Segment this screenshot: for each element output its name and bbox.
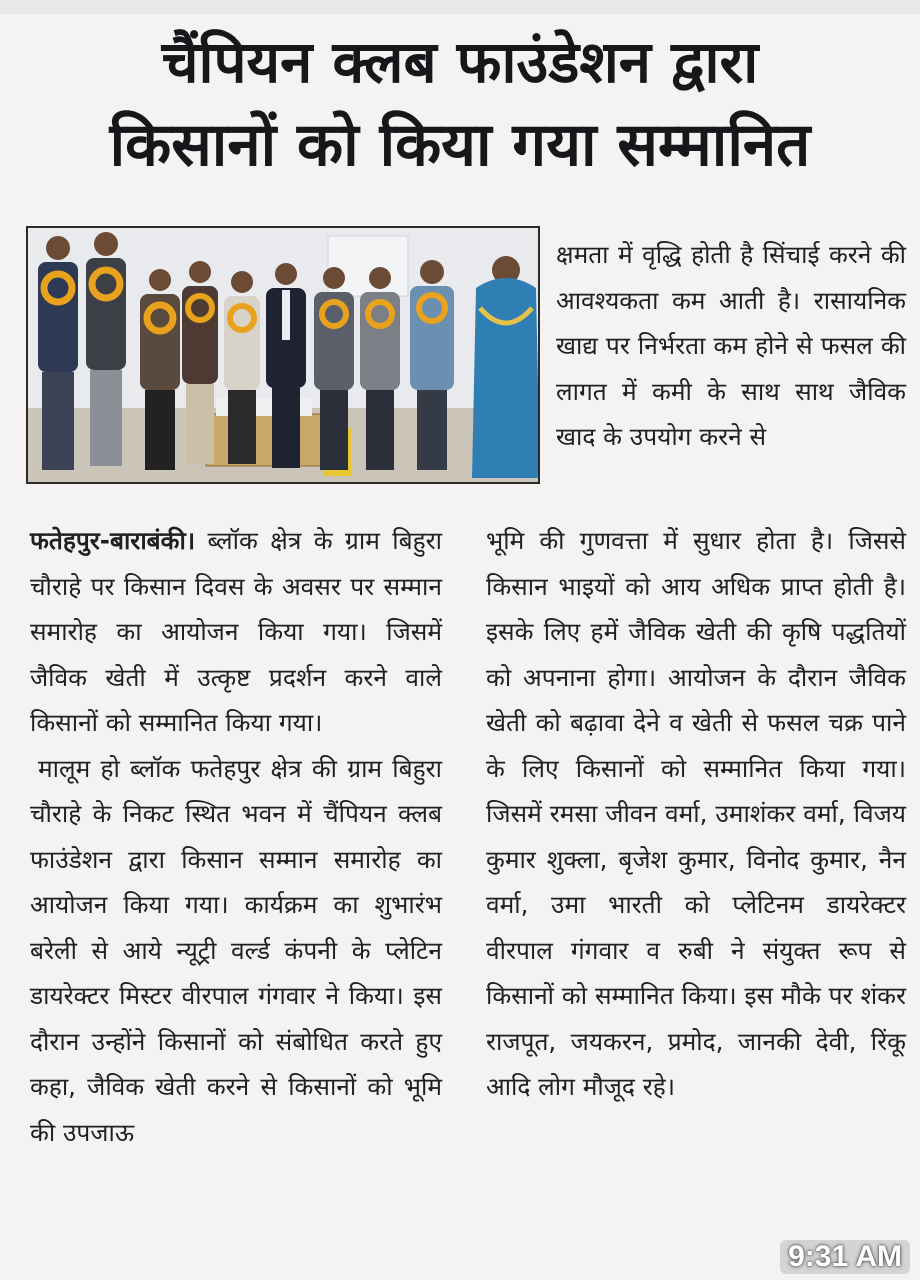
headline-line-1: चैंपियन क्लब फाउंडेशन द्वारा — [161, 28, 759, 96]
article-column-right — [486, 518, 906, 1110]
status-bar-time: 9:31 AM — [780, 1240, 910, 1274]
article-paragraph-1-text: ब्लॉक क्षेत्र के ग्राम बिहुरा चौराहे पर किसान दिवस के अवसर पर सम्मान समारोह का आयोजन किया गया। जिसमें जैविक खेती में उत्कृष्ट प्रदर्शन करने वाले किसानों को सम्मानित किया गया। — [30, 526, 442, 737]
top-strip — [0, 0, 920, 14]
dateline: फतेहपुर-बाराबंकी। — [30, 526, 196, 555]
group-photo-illustration — [28, 228, 538, 482]
headline — [0, 22, 920, 188]
event-photo — [26, 226, 540, 484]
article-column-right-top — [556, 232, 906, 460]
article-column-left — [30, 518, 442, 1155]
article-paragraph-1 — [30, 518, 442, 746]
article-paragraph-3: भूमि की गुणवत्ता में सुधार होता है। जिससे किसान भाइयों को आय अधिक प्राप्त होती है। इसके लिए हमें जैविक खेती की कृषि पद्धतियों को अपनाना होगा। आयोजन के दौरान जैविक खेती को बढ़ावा देने व खेती से फसल चक्र पाने के लिए किसानों को सम्मानित किया गया। जिसमें रमसा जीवन वर्मा, उमाशंकर वर्मा, विजय कुमार शुक्ला, बृजेश कुमार, विनोद कुमार, नैन वर्मा, उमा भारती को प्लेटिनम डायरेक्टर वीरपाल गंगवार व रुबी ने संयुक्त रूप से किसानों को सम्मानित किया। इस मौके पर शंकर राजपूत, जयकरन, प्रमोद, जानकी देवी, रिंकू आदि लोग मौजूद रहे। — [486, 526, 906, 1101]
article-paragraph-2: मालूम हो ब्लॉक फतेहपुर क्षेत्र की ग्राम बिहुरा चौराहे के निकट स्थित भवन में चैंपियन क्लब फाउंडेशन द्वारा किसान सम्मान समारोह का आयोजन किया गया। कार्यक्रम का शुभारंभ बरेली से आये न्यूट्री वर्ल्ड कंपनी के प्लेटिन डायरेक्टर मिस्टर वीरपाल गंगवार ने किया। इस दौरान उन्होंने किसानों को संबोधित करते हुए कहा, जैविक खेती करने से किसानों को भूमि की उपजाऊ — [30, 753, 442, 1147]
article-paragraph: क्षमता में वृद्धि होती है सिंचाई करने की आवश्यकता कम आती है। रासायनिक खाद्य पर निर्भरता कम होने से फसल की लागत में कमी के साथ साथ जैविक खाद के उपयोग करने से — [556, 240, 906, 451]
headline-line-2: किसानों को किया गया सम्मानित — [109, 110, 811, 180]
